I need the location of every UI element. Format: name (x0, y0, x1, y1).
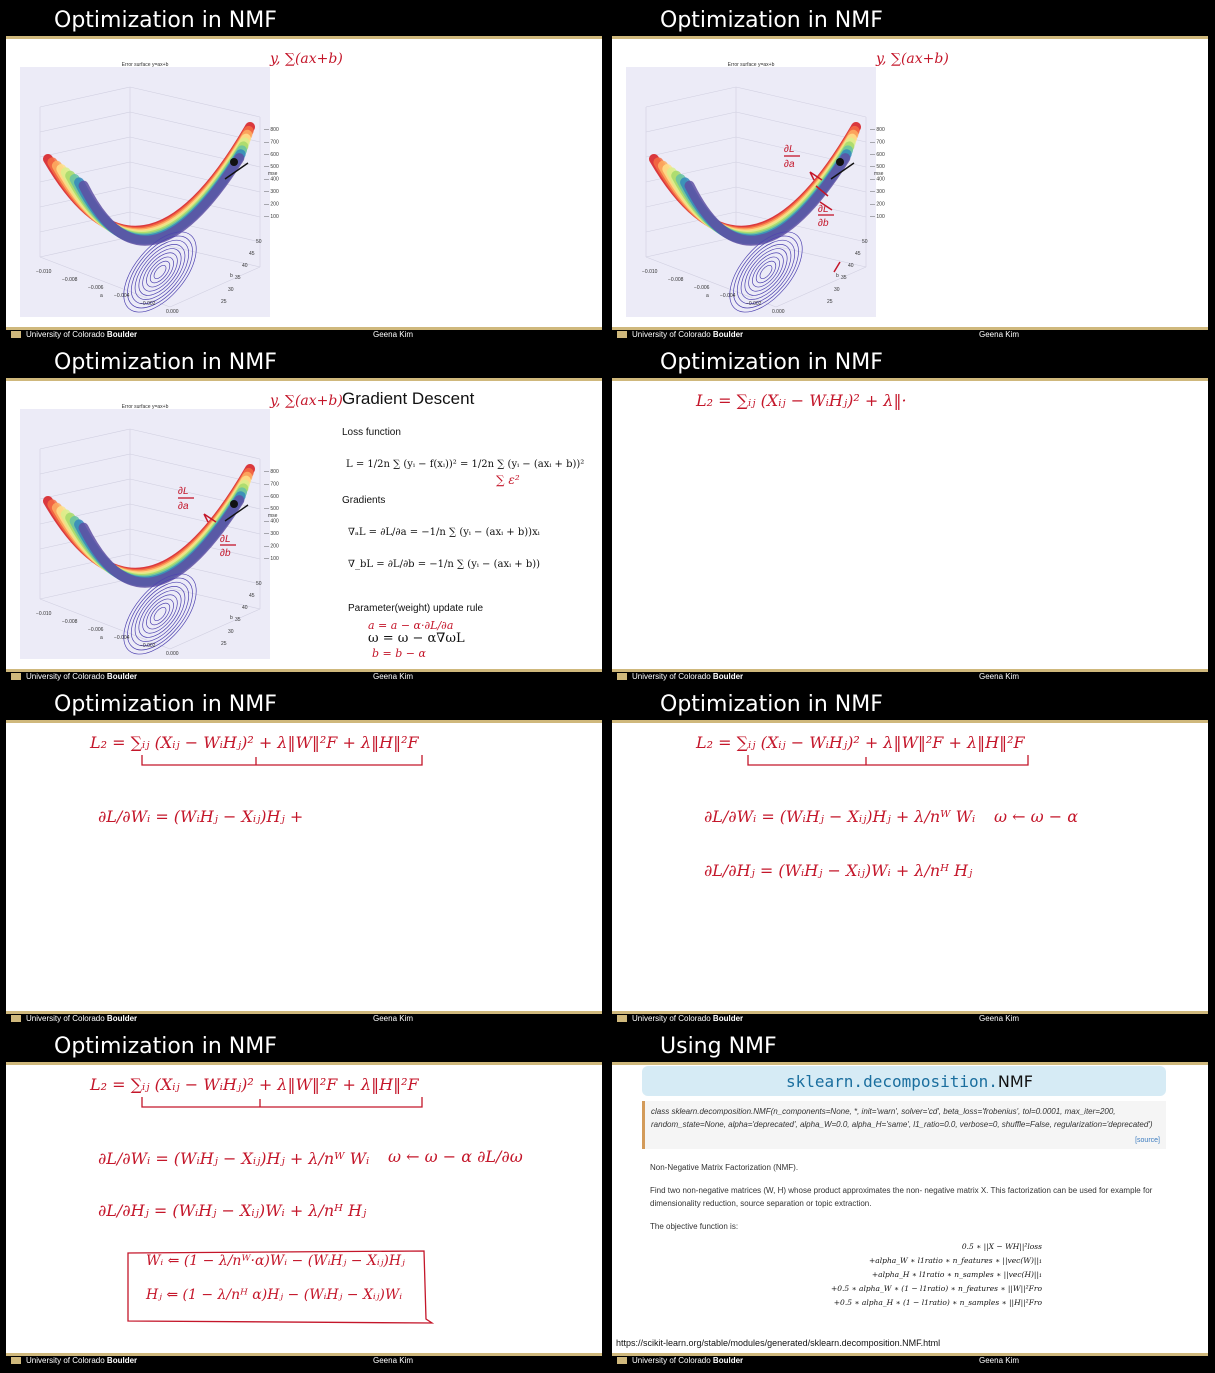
slide-title: Optimization in NMF (54, 692, 277, 717)
a-tick-label: −0.006 (88, 627, 104, 633)
slide-5[interactable] (6, 689, 602, 1023)
footer-author: Geena Kim (373, 672, 414, 681)
z-tick-label: — 200 (264, 543, 279, 550)
slide-7[interactable] (6, 1031, 602, 1365)
svg-text:∂b: ∂b (220, 548, 231, 559)
doc-paragraph: Non-Negative Matrix Factorization (NMF). (650, 1163, 799, 1172)
slide-8[interactable] (612, 1031, 1208, 1365)
b-tick-label: 50 (256, 581, 262, 587)
ink-dl-dw: ∂L/∂Wᵢ = (WᵢHⱼ − Xᵢⱼ)Hⱼ + (98, 807, 304, 826)
cu-logo-icon (617, 1015, 627, 1022)
slide-footer (6, 672, 602, 681)
a-tick-label: −0.002 (746, 301, 762, 307)
ink-dl-dh: ∂L/∂Hⱼ = (WᵢHⱼ − Xᵢⱼ)Wᵢ + λ/nᴴ Hⱼ (704, 861, 973, 880)
footer-author: Geena Kim (979, 1356, 1020, 1365)
b-tick-label: 45 (855, 251, 861, 257)
footer-author: Geena Kim (979, 672, 1020, 681)
footer-university: University of Colorado Boulder (26, 1356, 138, 1365)
ink-annotation: y, ∑(ax+b) (876, 51, 949, 67)
a-tick-label: −0.004 (114, 293, 130, 299)
ink-loss-l2: L₂ = ∑ᵢⱼ (Xᵢⱼ − WᵢHⱼ)² + λ‖W‖²F + λ‖H‖²F (90, 733, 419, 752)
doc-paragraph: Find two non-negative matrices (W, H) whose product approximates the non- negative matrix X. This factorization can be used for example for dimensionality reduction, source separation or topic extraction. (650, 1186, 1153, 1208)
slide-title: Optimization in NMF (660, 8, 883, 33)
ink-update-rule: ω ← ω − α (994, 807, 1079, 826)
update-label: Parameter(weight) update rule (348, 603, 484, 614)
z-tick-label: — 500 (870, 164, 885, 171)
z-tick-label: — 800 (870, 127, 885, 133)
gold-rule (612, 36, 1208, 39)
svg-text:∂a: ∂a (784, 159, 795, 170)
z-tick-label: — 200 (264, 201, 279, 208)
z-tick-label: — 400 (264, 518, 279, 525)
slide-header (6, 689, 602, 720)
a-tick-label: −0.008 (668, 277, 684, 283)
plot-title: Error surface y=ax+b (121, 404, 169, 410)
slide-header (612, 1031, 1208, 1062)
b-tick-label: 40 (242, 605, 248, 611)
svg-text:∂L: ∂L (220, 534, 231, 545)
ink-gradient-marks (782, 140, 852, 290)
gold-rule (6, 378, 602, 381)
cu-logo-icon (11, 673, 21, 680)
z-tick-label: — 700 (264, 139, 279, 146)
svg-text:∂L: ∂L (818, 204, 829, 215)
gold-rule (612, 378, 1208, 381)
a-tick-label: −0.008 (62, 277, 78, 283)
source-link[interactable]: [source] (1135, 1137, 1160, 1144)
b-tick-label: 50 (862, 239, 868, 245)
error-surface-plot (20, 62, 279, 317)
slide-header (612, 5, 1208, 36)
b-tick-label: 25 (221, 299, 227, 305)
a-tick-label: 0.000 (772, 309, 785, 315)
ink-dl-dh: ∂L/∂Hⱼ = (WᵢHⱼ − Xᵢⱼ)Wᵢ + λ/nᴴ Hⱼ (98, 1201, 367, 1220)
a-axis-label: a (100, 635, 103, 641)
ink-update-b: b = b − α (372, 647, 426, 660)
slide-6[interactable] (612, 689, 1208, 1023)
footer-university: University of Colorado Boulder (26, 1014, 138, 1023)
z-tick-label: — 100 (264, 555, 279, 562)
z-axis-label: mse (874, 171, 884, 177)
footer-university: University of Colorado Boulder (26, 330, 138, 339)
sklearn-class-header (642, 1066, 1166, 1096)
b-axis-label: b (230, 615, 233, 621)
z-tick-label: — 300 (264, 531, 279, 537)
plot-title: Error surface y=ax+b (121, 62, 169, 68)
slide-title: Using NMF (660, 1034, 777, 1059)
loss-label: Loss function (342, 427, 401, 438)
ink-dl-dw: ∂L/∂Wᵢ = (WᵢHⱼ − Xᵢⱼ)Hⱼ + λ/nᵂ Wᵢ (98, 1149, 370, 1168)
z-tick-label: — 700 (870, 139, 885, 146)
footer-author: Geena Kim (979, 330, 1020, 339)
update-equation: ω = ω − α∇ωL (368, 631, 465, 646)
b-axis-label: b (836, 273, 839, 279)
cu-logo-icon (11, 331, 21, 338)
z-tick-label: — 300 (264, 189, 279, 195)
plot-title: Error surface y=ax+b (727, 62, 775, 68)
a-axis-label: a (100, 293, 103, 299)
footer-university: University of Colorado Boulder (632, 1014, 744, 1023)
z-tick-label: — 600 (264, 493, 279, 500)
a-tick-label: 0.000 (166, 309, 179, 315)
svg-text:∂L: ∂L (784, 144, 795, 155)
a-tick-label: −0.008 (62, 619, 78, 625)
slide-title: Optimization in NMF (660, 692, 883, 717)
slide-footer (6, 1014, 602, 1023)
a-tick-label: −0.006 (694, 285, 710, 291)
cu-logo-icon (11, 1015, 21, 1022)
footer-university: University of Colorado Boulder (632, 672, 744, 681)
svg-text:∂a: ∂a (178, 501, 189, 512)
ink-underbrace (136, 1095, 436, 1115)
slide-header (6, 347, 602, 378)
slide-footer (6, 1356, 602, 1365)
svg-text:∂b: ∂b (818, 218, 829, 229)
b-tick-label: 30 (228, 629, 234, 635)
b-tick-label: 45 (249, 251, 255, 257)
ink-gradient-marks (176, 482, 246, 632)
ink-annotation: y, ∑(ax+b) (270, 51, 343, 67)
slide-4[interactable] (612, 347, 1208, 681)
footer-university: University of Colorado Boulder (632, 330, 744, 339)
gold-rule (612, 720, 1208, 723)
slide-header (612, 689, 1208, 720)
ink-annotation: y, ∑(ax+b) (270, 393, 343, 409)
slide-footer (612, 672, 1208, 681)
gold-rule (6, 720, 602, 723)
slide-header (6, 5, 602, 36)
slide-header (612, 347, 1208, 378)
z-tick-label: — 200 (870, 201, 885, 208)
ink-dl-dw: ∂L/∂Wᵢ = (WᵢHⱼ − Xᵢⱼ)Hⱼ + λ/nᵂ Wᵢ (704, 807, 976, 826)
a-tick-label: −0.004 (114, 635, 130, 641)
z-tick-label: — 100 (870, 213, 885, 220)
b-tick-label: 40 (242, 263, 248, 269)
slide-title: Optimization in NMF (54, 8, 277, 33)
footer-author: Geena Kim (979, 1014, 1020, 1023)
z-axis-label: mse (268, 513, 278, 519)
b-tick-label: 30 (228, 287, 234, 293)
z-tick-label: — 800 (264, 127, 279, 133)
gradient-b: ∇_bL = ∂L/∂b = −1/n ∑ (yᵢ − (axᵢ + b)) (348, 559, 541, 570)
a-tick-label: −0.010 (36, 269, 52, 275)
b-tick-label: 25 (221, 641, 227, 647)
slide-footer (612, 1014, 1208, 1023)
slide-2[interactable] (612, 5, 1208, 339)
b-axis-label: b (230, 273, 233, 279)
gradient-a: ∇ₐL = ∂L/∂a = −1/n ∑ (yᵢ − (axᵢ + b))xᵢ (348, 527, 540, 538)
cu-logo-icon (617, 1357, 627, 1364)
slide-footer (6, 330, 602, 339)
b-tick-label: 35 (235, 275, 241, 281)
objective-line: 0.5 ∗ ||X − WH||²loss (961, 1242, 1042, 1251)
a-tick-label: −0.002 (140, 301, 156, 307)
section-heading: Gradient Descent (342, 389, 475, 408)
ink-loss-l2: L₂ = ∑ᵢⱼ (Xᵢⱼ − WᵢHⱼ)² + λ‖W‖²F + λ‖H‖²F (696, 733, 1025, 752)
doc-paragraph: The objective function is: (650, 1222, 739, 1231)
cu-logo-icon (617, 673, 627, 680)
z-tick-label: — 700 (264, 481, 279, 488)
footer-university: University of Colorado Boulder (632, 1356, 744, 1365)
b-tick-label: 35 (841, 275, 847, 281)
slide-1[interactable] (6, 5, 602, 339)
gradients-label: Gradients (342, 495, 386, 506)
a-tick-label: −0.002 (140, 643, 156, 649)
svg-text:∂L: ∂L (178, 486, 189, 497)
a-tick-label: 0.000 (166, 651, 179, 657)
z-tick-label: — 400 (870, 176, 885, 183)
objective-line: +alpha_H ∗ l1ratio ∗ n_samples ∗ ||vec(H)||₁ (871, 1270, 1042, 1279)
z-tick-label: — 300 (870, 189, 885, 195)
z-axis-label: mse (268, 171, 278, 177)
ink-underbrace (136, 753, 436, 773)
ink-update-rule: ω ← ω − α ∂L/∂ω (388, 1147, 523, 1166)
ink-w-update: Wᵢ ⇐ (1 − λ/nᵂ·α)Wᵢ − (WᵢHⱼ − Xᵢⱼ)Hⱼ (146, 1253, 405, 1269)
ink-h-update: Hⱼ ⇐ (1 − λ/nᴴ α)Hⱼ − (WᵢHⱼ − Xᵢⱼ)Wᵢ (146, 1287, 403, 1303)
objective-line: +0.5 ∗ alpha_H ∗ (1 − l1ratio) ∗ n_samples ∗ ||H||²Fro (833, 1298, 1042, 1307)
slide-footer (612, 330, 1208, 339)
footer-author: Geena Kim (373, 1014, 414, 1023)
b-tick-label: 30 (834, 287, 840, 293)
slide-title: Optimization in NMF (660, 350, 883, 375)
gold-rule (612, 1062, 1208, 1065)
b-tick-label: 50 (256, 239, 262, 245)
z-tick-label: — 800 (264, 469, 279, 475)
cu-logo-icon (617, 331, 627, 338)
a-axis-label: a (706, 293, 709, 299)
footer-author: Geena Kim (373, 1356, 414, 1365)
cu-logo-icon (11, 1357, 21, 1364)
loss-equation: L = 1/2n ∑ (yᵢ − f(xᵢ))² = 1/2n ∑ (yᵢ − (axᵢ + b))² (346, 459, 585, 470)
skier-icon (230, 158, 238, 166)
ink-loss-l2: L₂ = ∑ᵢⱼ (Xᵢⱼ − WᵢHⱼ)² + λ‖W‖²F + λ‖H‖²F (90, 1075, 419, 1094)
z-tick-label: — 600 (870, 151, 885, 158)
gold-rule (6, 1062, 602, 1065)
ink-underbrace (742, 753, 1042, 773)
a-tick-label: −0.010 (36, 611, 52, 617)
z-tick-label: — 600 (264, 151, 279, 158)
class-name: sklearn.decomposition.NMF (786, 1072, 1033, 1091)
b-tick-label: 40 (848, 263, 854, 269)
a-tick-label: −0.006 (88, 285, 104, 291)
footer-university: University of Colorado Boulder (26, 672, 138, 681)
slide-header (6, 1031, 602, 1062)
a-tick-label: −0.004 (720, 293, 736, 299)
objective-line: +0.5 ∗ alpha_W ∗ (1 − l1ratio) ∗ n_features ∗ ||W||²Fro (830, 1284, 1042, 1293)
surface-svg (20, 67, 279, 317)
gold-rule (6, 36, 602, 39)
slide-3[interactable] (6, 347, 602, 681)
ink-loss-l2: L₂ = ∑ᵢⱼ (Xᵢⱼ − WᵢHⱼ)² + λ‖· (696, 391, 907, 410)
z-tick-label: — 400 (264, 176, 279, 183)
slide-footer (612, 1356, 1208, 1365)
z-tick-label: — 500 (264, 506, 279, 513)
class-signature: class sklearn.decomposition.NMF(n_components=None, *, init='warn', solver='cd', beta_loss='frobenius', tol=0.0001, max_iter=200, random_state=None, alpha='deprecated', alpha_W=0.0, alpha_H='same', l1_ratio=0.0, verbose=0, shuffle=False, regularization='deprecated') [source] (642, 1101, 1166, 1149)
a-tick-label: −0.010 (642, 269, 658, 275)
source-url[interactable]: https://scikit-learn.org/stable/modules/generated/sklearn.decomposition.NMF.html (616, 1338, 941, 1348)
b-tick-label: 25 (827, 299, 833, 305)
b-tick-label: 35 (235, 617, 241, 623)
ink-update-a: a = a − α·∂L/∂a (368, 619, 454, 632)
ink-sum-eps: ∑ ε² (496, 473, 520, 487)
objective-line: +alpha_W ∗ l1ratio ∗ n_features ∗ ||vec(W)||₁ (868, 1256, 1042, 1265)
z-tick-label: — 100 (264, 213, 279, 220)
slide-title: Optimization in NMF (54, 350, 277, 375)
z-tick-label: — 500 (264, 164, 279, 171)
slide-title: Optimization in NMF (54, 1034, 277, 1059)
b-tick-label: 45 (249, 593, 255, 599)
footer-author: Geena Kim (373, 330, 414, 339)
